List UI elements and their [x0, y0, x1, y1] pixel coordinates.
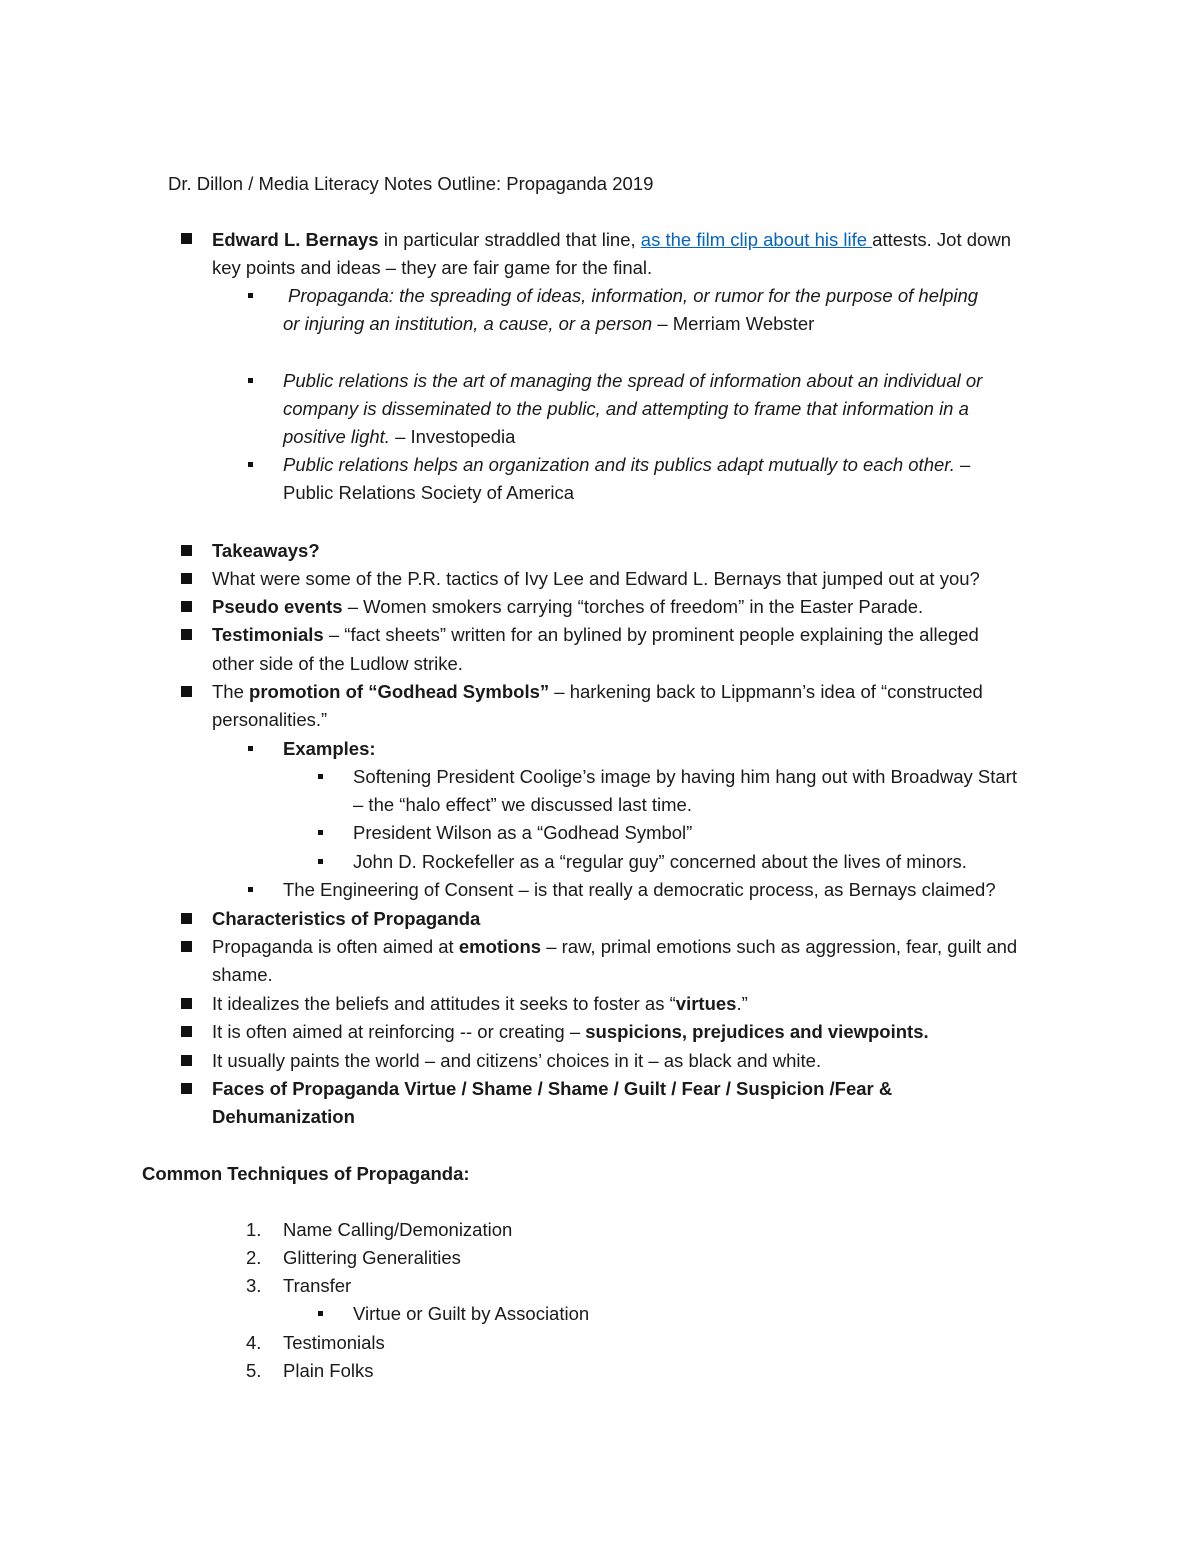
examples-item: [283, 735, 376, 763]
testimonials-label: Testimonials: [212, 624, 324, 645]
technique-item: Plain Folks: [283, 1360, 374, 1381]
technique-item: Testimonials: [283, 1332, 385, 1353]
bernays-name: Edward L. Bernays: [212, 229, 379, 250]
square-bullet-icon: [181, 629, 192, 640]
idealizes-post: .”: [736, 993, 748, 1014]
small-bullet-icon: [248, 887, 253, 892]
square-bullet-icon: [181, 573, 192, 584]
small-bullet-icon: [248, 293, 253, 298]
square-bullet-icon: [181, 941, 192, 952]
promotion-pre: The: [212, 681, 250, 702]
faces-line-2: [212, 1103, 355, 1131]
propaganda-definition-line-1: [288, 282, 978, 310]
engineering-consent-item: The Engineering of Consent – is that really a democratic process, as Bernays claimed?: [283, 879, 996, 900]
transfer-subitem: Virtue or Guilt by Association: [353, 1303, 590, 1324]
faces-text-2: Dehumanization: [212, 1106, 355, 1127]
pr-definition-1-line-2: [283, 395, 969, 423]
promotion-line-2: personalities.”: [212, 709, 328, 730]
idealizes-item: [212, 990, 748, 1018]
bernays-text-1: in particular straddled that line,: [378, 229, 641, 250]
testimonials-item: [212, 621, 979, 649]
emotions-item: [212, 933, 1017, 961]
pseudo-events-text: – Women smokers carrying “torches of freedom” in the Easter Parade.: [342, 596, 924, 617]
square-bullet-icon: [181, 601, 192, 612]
square-bullet-icon: [181, 1083, 192, 1094]
technique-item: Glittering Generalities: [283, 1247, 461, 1268]
square-bullet-icon: [181, 1055, 192, 1066]
reinforcing-pre: It is often aimed at reinforcing -- or creating –: [212, 1021, 586, 1042]
pr-definition-2-dash: –: [954, 454, 971, 475]
propaganda-definition-line-2: [283, 310, 814, 338]
idealizes-bold: virtues: [675, 993, 737, 1014]
techniques-heading: [142, 1160, 470, 1188]
examples-label: Examples:: [283, 738, 376, 759]
propaganda-definition-text-2: or injuring an institution, a cause, or a person: [283, 313, 653, 334]
example-coolidge-line-2: – the “halo effect” we discussed last time.: [353, 794, 692, 815]
emotions-line-2: shame.: [212, 964, 273, 985]
pr-definition-1-text: Public relations is the art of managing the spread of information about an individual or: [283, 370, 983, 391]
pseudo-events-item: [212, 593, 923, 621]
promotion-text: – harkening back to Lippmann’s idea of “constructed: [549, 681, 983, 702]
emotions-text: – raw, primal emotions such as aggression, fear, guilt and: [541, 936, 1018, 957]
reinforcing-post: .: [923, 1021, 929, 1042]
promotion-bold: promotion of “Godhead Symbols”: [249, 681, 550, 702]
bernays-line-2: key points and ideas – they are fair game for the final.: [212, 257, 653, 278]
propaganda-source: – Merriam Webster: [652, 313, 815, 334]
technique-number: 4.: [246, 1332, 262, 1353]
pr-definition-1-line-1: [283, 367, 982, 395]
small-bullet-icon: [248, 746, 253, 751]
technique-number: 5.: [246, 1360, 262, 1381]
bernays-line-1: [212, 226, 1011, 254]
techniques-heading-text: Common Techniques of Propaganda:: [142, 1163, 470, 1184]
characteristics-text: Characteristics of Propaganda: [212, 908, 481, 929]
small-bullet-icon: [248, 462, 253, 467]
technique-number: 1.: [246, 1219, 262, 1240]
emotions-bold: emotions: [458, 936, 542, 957]
technique-number: 3.: [246, 1275, 262, 1296]
takeaways-item: [212, 537, 320, 565]
reinforcing-bold: suspicions, prejudices and viewpoints: [585, 1021, 924, 1042]
small-bullet-icon: [318, 1311, 323, 1316]
page-title: Dr. Dillon / Media Literacy Notes Outline: Propaganda 2019: [168, 173, 654, 194]
bernays-text-2: attests. Jot down: [872, 229, 1011, 250]
tactics-item: What were some of the P.R. tactics of Ivy Lee and Edward L. Bernays that jumped out at you?: [212, 568, 980, 589]
technique-item: Transfer: [283, 1275, 352, 1296]
promotion-item: [212, 678, 983, 706]
small-bullet-icon: [318, 830, 323, 835]
small-bullet-icon: [248, 378, 253, 383]
technique-item: Name Calling/Demonization: [283, 1219, 513, 1240]
testimonials-line-2: other side of the Ludlow strike.: [212, 653, 463, 674]
example-wilson: President Wilson as a “Godhead Symbol”: [353, 822, 693, 843]
pseudo-events-label: Pseudo events: [212, 596, 343, 617]
reinforcing-item: [212, 1018, 929, 1046]
faces-text: Faces of Propaganda Virtue / Shame / Shame / Guilt / Fear / Suspicion /Fear &: [212, 1078, 893, 1099]
black-white-item: It usually paints the world – and citizens’ choices in it – as black and white.: [212, 1050, 822, 1071]
takeaways-text: Takeaways?: [212, 540, 320, 561]
idealizes-pre: It idealizes the beliefs and attitudes it seeks to foster as “: [212, 993, 676, 1014]
pr-definition-1-text-3: positive light.: [283, 426, 390, 447]
square-bullet-icon: [181, 998, 192, 1009]
square-bullet-icon: [181, 545, 192, 556]
pr-definition-2-line-2: Public Relations Society of America: [283, 482, 574, 503]
square-bullet-icon: [181, 1026, 192, 1037]
small-bullet-icon: [318, 859, 323, 864]
pr-definition-1-text-2: company is disseminated to the public, and attempting to frame that information in a: [283, 398, 969, 419]
film-clip-link[interactable]: as the film clip about his life: [640, 229, 873, 250]
small-bullet-icon: [318, 774, 323, 779]
example-coolidge: Softening President Coolige’s image by having him hang out with Broadway Start: [353, 766, 1017, 787]
pr-definition-2-text: Public relations helps an organization and its publics adapt mutually to each other.: [283, 454, 955, 475]
pr-definition-1-line-3: [283, 423, 515, 451]
square-bullet-icon: [181, 686, 192, 697]
pr-definition-2-line-1: [283, 451, 970, 479]
example-rockefeller: John D. Rockefeller as a “regular guy” concerned about the lives of minors.: [353, 851, 967, 872]
propaganda-definition-text: Propaganda: the spreading of ideas, information, or rumor for the purpose of helping: [288, 285, 979, 306]
characteristics-item: [212, 905, 480, 933]
square-bullet-icon: [181, 913, 192, 924]
emotions-pre: Propaganda is often aimed at: [212, 936, 459, 957]
pr-definition-1-source: – Investopedia: [389, 426, 516, 447]
square-bullet-icon: [181, 233, 192, 244]
testimonials-text: – “fact sheets” written for an bylined by prominent people explaining the alleged: [323, 624, 979, 645]
technique-number: 2.: [246, 1247, 262, 1268]
faces-item: [212, 1075, 892, 1103]
